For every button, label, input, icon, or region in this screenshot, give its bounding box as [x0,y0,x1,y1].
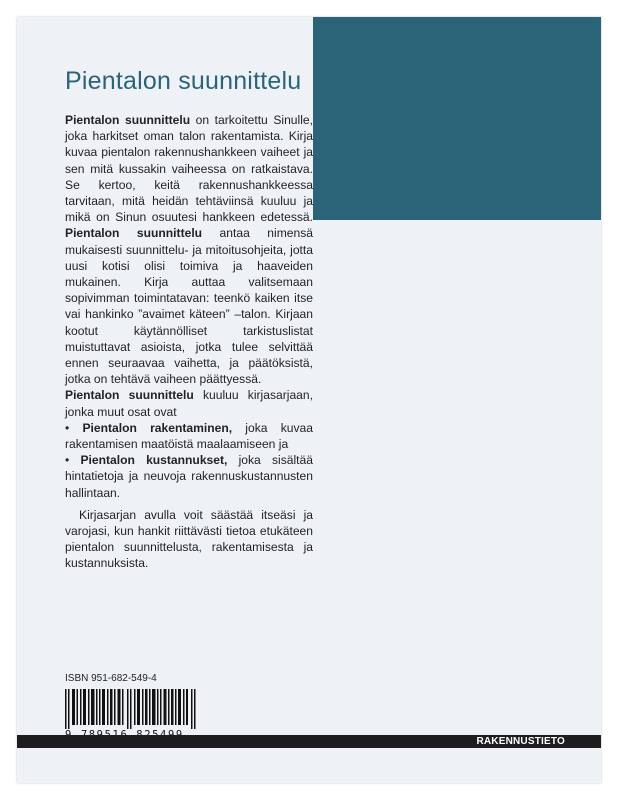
intro-text: on tarkoitettu Sinulle, joka harkitset oman talon rakentamista. Kirja kuvaa pientalon rakennushankkeen vaiheet ja sen mitä kussakin vaiheessa on ratkaistava. Se kertoo, keitä rakennushankkeessa tarvitaan, mitä heidän tehtäviinsä kuuluu ja mikä on Sinun osuutesi hankkeen edetessä. [65,113,313,225]
p2-text: antaa nimensä mukaisesti suunnittelu- ja mitoitusohjeita, jotta uusi kotisi olisi toimiva ja haaveiden mukainen. Kirja auttaa valitsemaan sopivimman toimintatavan: teenkö kaiken itse vai hankinko ”avaimet käteen” –talon. Kirjaan kootut käytännölliset tarkistuslistat muistuttavat asioista, jotka tulee selvittää ennen seuraavaa vaihetta, ja päätöksistä, jotka on tehtävä vaiheen päättyessä. [65,226,314,387]
paragraph-series [65,387,313,419]
bullet2-bold: Pientalon kustannukset, [80,453,228,468]
p3-text: kuuluu kirjasarjaan, jonka muut osat ovat [65,388,313,419]
bullet-icon: • [65,453,70,468]
blurb-text [65,112,313,572]
intro-bold: Pientalon suunnittelu [65,113,191,127]
bullet1-bold: Pientalon rakentaminen, [82,420,233,435]
bullet1-text: joka kuvaa rakentamisen maatöistä maalaamiseen ja [65,420,313,452]
bullet2-text: joka sisältää hintatietoja ja neuvoja rakennuskustannusten hallintaan. [65,453,313,500]
publisher-logo: RAKENNUSTIETO [476,736,565,747]
bullet-item-kustannukset [65,452,313,501]
paragraph-intro [65,112,313,387]
barcode-icon [65,689,197,729]
book-back-cover [17,17,601,783]
bullet-icon: • [65,420,70,435]
isbn-label: ISBN 951-682-549-4 [65,673,157,684]
book-title: Pientalon suunnittelu [65,67,302,95]
paragraph-closing: Kirjasarjan avulla voit säästää itseäsi ja varojasi, kun hankit riittävästi tietoa etukäteen pientalon suunnittelusta, rakentamisesta ja kustannuksista. [65,507,313,571]
bullet-item-rakentaminen [65,420,313,452]
teal-color-block [313,17,601,220]
p3-bold: Pientalon suunnittelu [65,388,194,403]
p2-bold: Pientalon suunnittelu [65,226,203,241]
